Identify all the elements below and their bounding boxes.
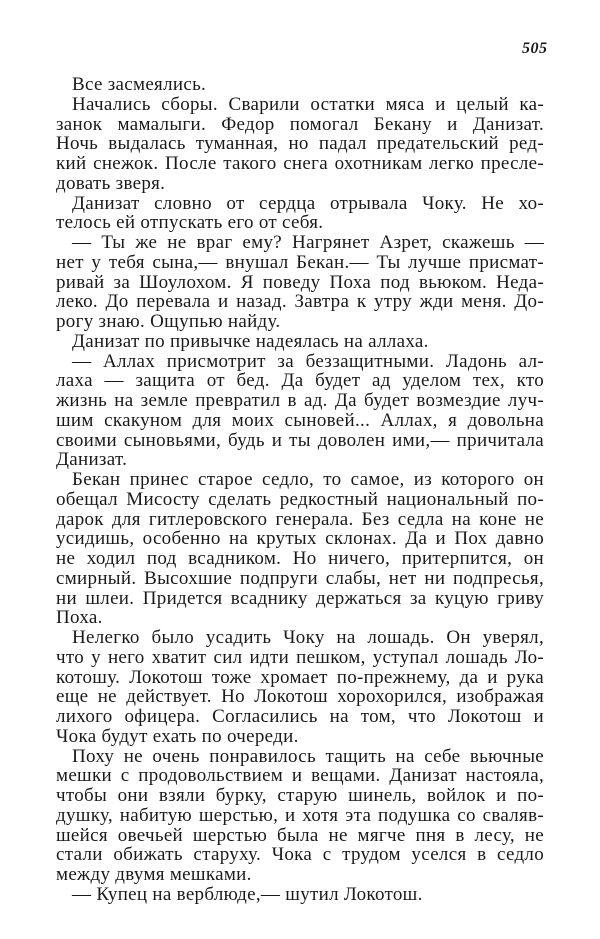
text-line: что у него хватит сил идти пешком, уступал лошадь Ло- [56,647,544,668]
text-line: кий снежок. После такого снега охотникам легко пресле- [56,153,544,174]
text-line: котошу. Локотош тоже хромает по-прежнему, да и рука [56,667,544,688]
text-line: довать зверя. [56,173,166,194]
text-line: ни шлеи. Придется всаднику держаться за куцую гриву [56,588,544,609]
text-line: не ходил под всадником. Но ничего, притерпится, он [56,548,544,569]
text-line: Ночь выдалась туманная, но падал предательский ред- [56,133,544,154]
text-line: телось ей отпускать его от себя. [56,212,324,233]
text-line: обещал Мисосту сделать редкостный национальный по- [56,489,544,510]
text-line: Поха. [56,607,103,628]
text-line: леко. До перевала и назад. Завтра к утру жди меня. До- [56,291,544,312]
text-line: шейся овечьей шерстью была не мягче пня в лесу, не [56,825,544,846]
text-line: — Аллах присмотрит за беззащитными. Ладонь ал- [72,351,544,372]
text-line: Данизат. [56,449,128,470]
text-line: Чока будут ехать по очереди. [56,726,299,747]
text-line: душку, набитую шерстью, и хотя эта подушка со сваляв- [56,805,544,826]
text-line: жизнь на земле превратил в ад. Да будет возмездие луч- [56,390,544,411]
text-line: нет у тебя сына,— внушал Бекан.— Ты лучше присмат- [56,252,544,273]
text-line: ривай за Шоулохом. Я поведу Поха под вьюком. Неда- [56,272,544,293]
text-line: Все засмеялись. [72,74,207,95]
text-line: смирный. Высохшие подпруги слабы, нет ни подпресья, [56,568,544,589]
text-line: еще не действует. Но Локотош хорохорился, изображая [56,686,544,707]
text-line: — Ты же не враг ему? Нагрянет Азрет, скажешь — [72,232,544,253]
text-line: занок мамалыги. Федор помогал Бекану и Данизат. [56,114,544,135]
text-line: лихого офицера. Согласились на том, что Локотош и [56,706,544,727]
text-line: дарок для гитлеровского генерала. Без седла на коне не [56,509,544,530]
text-line: Нелегко было усадить Чоку на лошадь. Он уверял, [72,627,544,648]
text-line: рогу знаю. Ощупью найду. [56,311,281,332]
page-number: 505 [522,40,548,57]
text-line: шим скакуном для моих сыновей... Аллах, я довольна [56,410,544,431]
text-line: Поху не очень понравилось тащить на себе вьючные [72,746,544,767]
text-line: усидишь, особенно на крутых склонах. Да и Пох давно [56,528,544,549]
text-line: Данизат словно от сердца отрывала Чоку. Не хо- [72,193,544,214]
text-line: лаха — защита от бед. Да будет ад уделом тех, кто [56,370,544,391]
text-line: чтобы они взяли бурку, старую шинель, войлок и по- [56,785,544,806]
text-line: между двумя мешками. [56,864,252,885]
text-line: своими сыновьями, будь и ты доволен ими,— причитала [56,430,544,451]
text-line: Бекан принес старое седло, то самое, из которого он [72,469,544,490]
text-line: Данизат по привычке надеялась на аллаха. [72,331,429,352]
text-line: Начались сборы. Сварили остатки мяса и целый ка- [72,94,544,115]
text-line: мешки с продовольствием и вещами. Данизат настояла, [56,765,544,786]
text-line: — Купец на верблюде,— шутил Локотош. [72,884,423,905]
text-line: стали обижать старуху. Чока с трудом уселся в седло [56,844,544,865]
